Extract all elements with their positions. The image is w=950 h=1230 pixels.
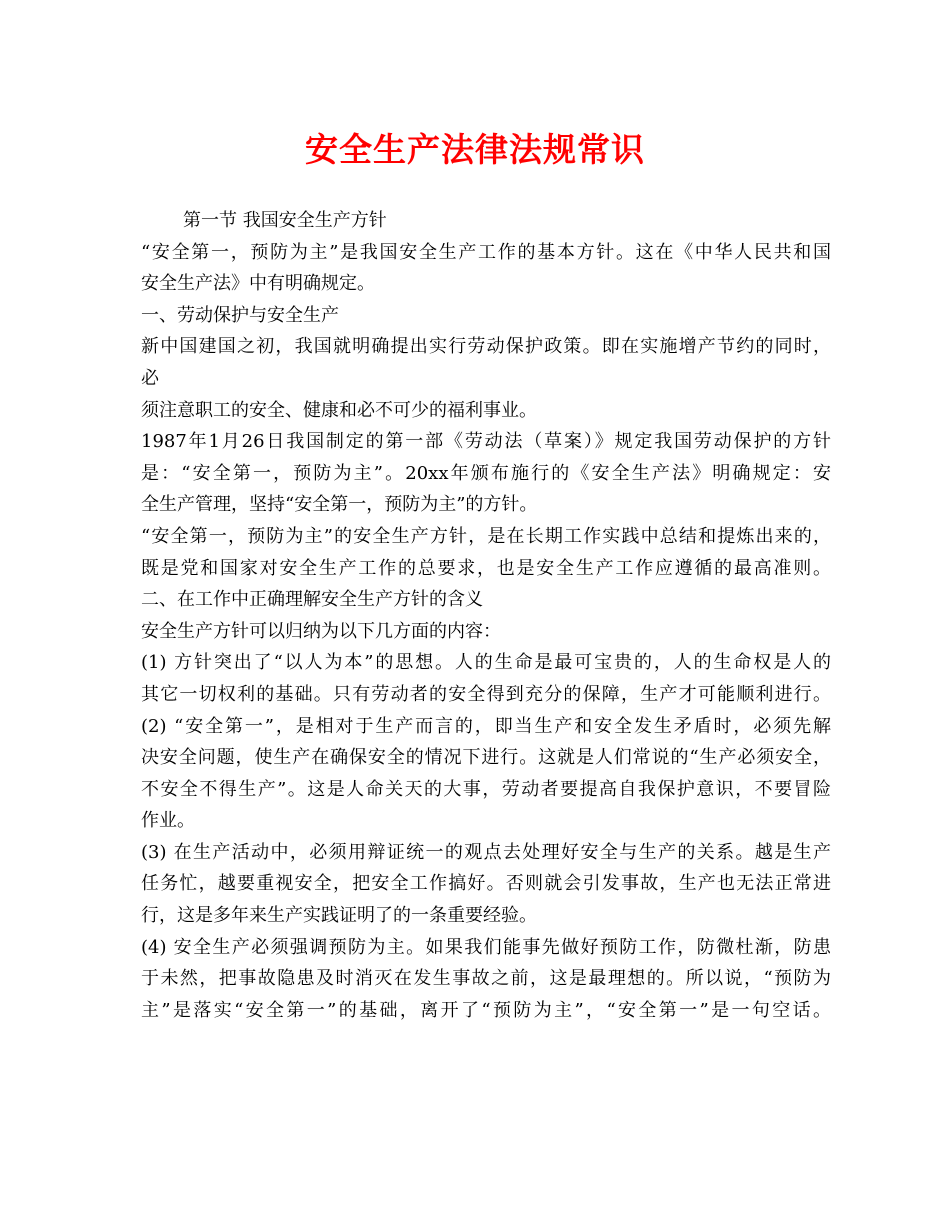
list-item-line: 任务忙，越要重视安全，把安全工作搞好。否则就会引发事故，生产也无法正常进 xyxy=(141,873,831,895)
list-item-line: 作业。 xyxy=(141,810,195,832)
document-body xyxy=(141,205,831,1026)
paragraph-line: “安全第一，预防为主”是我国安全生产工作的基本方针。这在《中华人民共和国 xyxy=(141,241,831,263)
list-item-line: (1) 方针突出了“以人为本”的思想。人的生命是最可宝贵的，人的生命权是人的 xyxy=(141,652,831,674)
section-heading: 第一节 我国安全生产方针 xyxy=(183,210,387,231)
paragraph-line: 新中国建国之初，我国就明确提出实行劳动保护政策。即在实施增产节约的同时， xyxy=(141,336,831,358)
list-item-line: (4) 安全生产必须强调预防为主。如果我们能事先做好预防工作，防微杜渐，防患 xyxy=(141,936,831,958)
subsection-heading: 二、在工作中正确理解安全生产方针的含义 xyxy=(141,589,483,611)
list-item-line: 行，这是多年来生产实践证明了的一条重要经验。 xyxy=(141,905,537,927)
list-item-line: (3) 在生产活动中，必须用辩证统一的观点去处理好安全与生产的关系。越是生产 xyxy=(141,841,831,863)
list-item-line: 于未然，把事故隐患及时消灭在发生事故之前，这是最理想的。所以说，“预防为 xyxy=(141,968,831,990)
paragraph-line: 是：“安全第一，预防为主”。20xx年颁布施行的《安全生产法》明确规定：安 xyxy=(141,462,831,484)
list-item-line: 决安全问题，使生产在确保安全的情况下进行。这就是人们常说的“生产必须安全， xyxy=(141,747,831,769)
paragraph-line: 安全生产法》中有明确规定。 xyxy=(141,273,375,295)
paragraph-line: 安全生产方针可以归纳为以下几方面的内容： xyxy=(141,620,501,642)
paragraph-line: 1987年1月26日我国制定的第一部《劳动法（草案）》规定我国劳动保护的方针 xyxy=(141,431,831,453)
document-title: 安全生产法律法规常识 xyxy=(305,130,645,169)
subsection-heading: 一、劳动保护与安全生产 xyxy=(141,304,339,326)
list-item-line: (2) “安全第一”，是相对于生产而言的，即当生产和安全发生矛盾时，必须先解 xyxy=(141,715,831,737)
paragraph-line: 须注意职工的安全、健康和必不可少的福利事业。 xyxy=(141,399,537,421)
paragraph-line: 全生产管理，坚持“安全第一，预防为主”的方针。 xyxy=(141,494,538,516)
paragraph-line: 既是党和国家对安全生产工作的总要求，也是安全生产工作应遵循的最高准则。 xyxy=(141,557,831,579)
paragraph-line: 必 xyxy=(141,367,159,389)
list-item-line: 不安全不得生产”。这是人命关天的大事，劳动者要提高自我保护意识，不要冒险 xyxy=(141,778,831,800)
list-item-line: 其它一切权利的基础。只有劳动者的安全得到充分的保障，生产才可能顺利进行。 xyxy=(141,683,831,705)
paragraph-line: “安全第一，预防为主”的安全生产方针，是在长期工作实践中总结和提炼出来的， xyxy=(141,525,831,547)
list-item-line: 主”是落实“安全第一”的基础，离开了“预防为主”，“安全第一”是一句空话。 xyxy=(141,999,831,1021)
